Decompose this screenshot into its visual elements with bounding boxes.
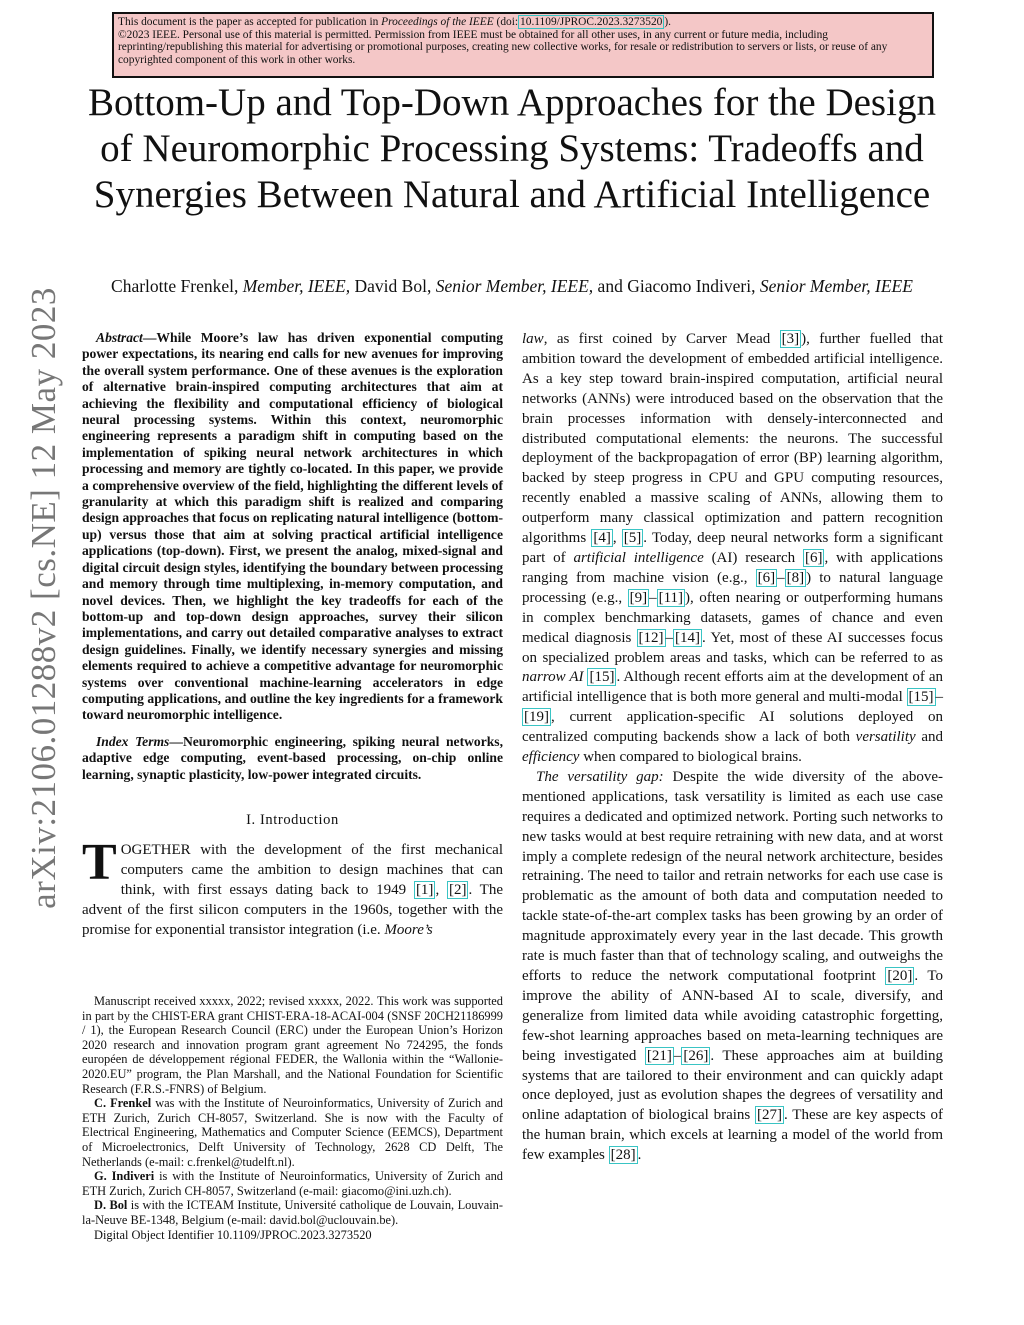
citation-link[interactable]: [4] [593,530,611,547]
citation-link[interactable]: [6] [804,549,823,566]
citation-link[interactable]: [19] [524,709,549,726]
citation-link[interactable]: [8] [786,569,805,586]
footnote-funding: Manuscript received xxxxx, 2022; revised xxxxx, 2022. This work was supported in part by the CHIST-ERA grant CHIST-ERA-18-ACAI-004 (SNSF 20CH21186999 / 1), the European Research Council (ERC) under the European Union’s Horizon 2020 research and innovation program grant agreement No 724295, the fonds européen de développement régional FEDER, the Wallonia within the “Wallonie-2020.EU” program, the Plan Marshall, and the National Foundation for Scientific Research (F.R.S.-FNRS) of Belgium. [82,994,503,1096]
citation-link[interactable]: [1] [415,881,434,898]
citation-link[interactable]: [2] [448,881,467,898]
citation-link[interactable]: [5] [623,530,642,547]
citation-link[interactable]: [26] [683,1047,709,1064]
paragraph-heading: The versatility gap: [536,768,664,785]
citation-link[interactable]: [15] [589,669,615,686]
notice-line-2: ©2023 IEEE. Personal use of this material is permitted. Permission from IEEE must be obtained for all other uses, in any current or future media, including reprinting/republishing this material for advertising or promotional purposes, creating new collective works, for resale or redistribution to servers or lists, or reuse of any copyrighted component of this work in other works. [118,28,888,66]
footnote-doi: Digital Object Identifier 10.1109/JPROC.2023.3273520 [94,1227,372,1242]
section-heading: I. Introduction [246,811,339,828]
citation-link[interactable]: [15] [908,689,934,706]
footnote-frenkel: C. Frenkel was with the Institute of Neuroinformatics, University of Zurich and ETH Zurich, Zurich CH-8057, Switzerland. She is now with the Faculty of Electrical Engineering, Mathematics and Computer Science (EEMCS), Department of Microelectronics, Delft University of Technology, 2628 CD Delft, The Netherlands (e-mail: c.frenkel@tudelft.nl). [82,1096,503,1169]
citation-link[interactable]: [12] [638,629,664,646]
citation-link[interactable]: [9] [629,589,648,606]
citation-link[interactable]: [6] [757,569,776,586]
copyright-notice [112,12,934,78]
citation-link[interactable]: [11] [658,589,684,606]
right-column [522,330,943,1166]
notice-line-1: This document is the paper as accepted for publication in Proceedings of the IEEE (doi: 10.1109/JPROC.2023.3273520 ). [118,16,671,28]
index-terms [82,734,503,783]
drop-cap: T [82,833,117,891]
left-column [82,330,503,940]
citation-link[interactable]: [28] [610,1147,636,1164]
paper-title: Bottom-Up and Top-Down Approaches for the Design of Neuromorphic Processing Systems: Tradeoffs and Synergies Between Natural and Artificial Intelligence [88,81,936,216]
abstract [82,330,503,724]
index-terms-label: Index Terms [96,733,170,749]
doi-link[interactable]: 10.1109/JPROC.2023.3273520 [520,16,663,28]
body-paragraph-2: The versatility gap: Despite the wide diversity of the above-mentioned applications, task versatility is limited as each use case requires a dedicated and optimized network. Porting such networks to new tasks would at best require retraining with new data, and at worst imply a complete redesign of the neural network architecture, besides retraining. The need to tailor and retrain networks for each use case is problematic as the amount of both data and computation needed to tackle state-of-the-art complex tasks has been growing by an order of magnitude approximately every year in the last decade. This growth rate is much faster than that of technology scaling, and outweighs the efforts to reduce the network computational footprint [20] . To improve the ability of ANN-based AI to scale, diversify, and generalize from limited data while avoiding catastrophic forgetting, few-shot learning approaches based on meta-learning techniques are being investigated [21] – [26] . These approaches aim at building systems that are tailored to their environment and can quickly adapt once deployed, just as evolution shapes the degrees of versatility and online adaptation of biological brains [27] . These are key aspects of the human brain, which excels at learning a model of the world from few examples [28] . [522,768,943,1164]
intro-paragraph: TOGETHER with the development of the first mechanical computers came the ambition to design machines that can think, with first essays dating back to 1949 [1] , [2] . The advent of the first silicon computers in the 1960s, together with the promise for exponential transistor integration (i.e. Moore’s [82,833,504,938]
index-terms-text: —Neuromorphic engineering, spiking neural networks, adaptive edge computing, event-based processing, on-chip online learning, synaptic plasticity, low-power integrated circuits. [82,733,503,782]
arxiv-stamp-text: arXiv:2106.01288v2 [cs.NE] 12 May 2023 [24,287,63,909]
abstract-text: —While Moore’s law has driven exponential computing power expectations, its nearing end calls for new avenues for improving the overall system performance. One of these avenues is the exploration of alternative brain-inspired computing architectures that aim at achieving the flexibility and computational efficiency of biological neural processing systems. Within this context, neuromorphic engineering represents a paradigm shift in computing based on the implementation of spiking neural network architectures in which processing and memory are tightly co-located. In this paper, we provide a comprehensive overview of the field, highlighting the different levels of granularity at which this paradigm shift is realized and comparing design approaches that focus on replicating natural intelligence (bottom-up) versus those that aim at solving practical artificial intelligence applications (top-down). First, we present the analog, mixed-signal and digital circuit design styles, identifying the boundary between processing and memory through time multiplexing, in-memory computation, and novel devices. Then, we highlight the key tradeoffs for each of the bottom-up and top-down design approaches, survey their silicon implementations, and carry out detailed comparative analyses to extract design guidelines. Finally, we identify necessary synergies and missing elements required to achieve a competitive advantage for neuromorphic systems over conventional machine-learning accelerators in edge computing applications, and outline the key ingredients for a framework toward neuromorphic intelligence. [82,330,503,723]
citation-link[interactable]: [21] [646,1047,672,1064]
citation-link[interactable]: [20] [887,968,913,984]
abstract-label: Abstract [96,330,143,345]
citation-link[interactable]: [14] [675,629,701,646]
citation-link[interactable]: [3] [781,331,800,347]
footnotes [82,994,503,1242]
body-paragraph-1: law, as first coined by Carver Mead [3] ), further fuelled that ambition toward the development of embedded artificial intelligence. As a key step toward brain-inspired computation, artificial neural networks (ANNs) were introduced based on the observation that the brain processes information with densely-interconnected and distributed computational elements: the neurons. The successful deployment of the backpropagation of error (BP) learning algorithm, backed by steep progress in CPU and GPU computing resources, recently enabled a massive scaling of ANNs, allowing them to outperform many classical optimization and pattern recognition algorithms [4] , [5] . Today, deep neural networks form a significant part of artificial intelligence (AI) research [6] , with applications ranging from machine vision (e.g., [6] – [8] ) to natural language processing (e.g., [9] – [11] ), often nearing or outperforming humans in complex benchmarking datasets, games of chance and even medical diagnosis [12] – [14] . Yet, most of these AI successes focus on specialized problem areas and tasks, which can be referred to as narrow AI [15] . Although recent efforts aim at the development of an artificial intelligence that is both more general and multi-modal [15] –[19] , current application-specific AI solutions deployed on centralized computing backends show a lack of both versatility and efficiency when compared to biological brains. [522,331,944,766]
footnote-indiveri: G. Indiveri is with the Institute of Neuroinformatics, University of Zurich and ETH Zurich, Zurich CH-8057, Switzerland (e-mail: giacomo@ini.uzh.ch). [82,1169,503,1198]
citation-link[interactable]: [27] [757,1107,783,1124]
journal-name: Proceedings of the IEEE [381,16,494,28]
footnote-bol: D. Bol is with the ICTEAM Institute, Université catholique de Louvain, Louvain-la-Neuve BE-1348, Belgium (e-mail: david.bol@uclouvain.be). [82,1198,503,1227]
author-list: Charlotte Frenkel, Member, IEEE, David Bol, Senior Member, IEEE, and Giacomo Indiveri, Senior Member, IEEE [111,276,913,296]
